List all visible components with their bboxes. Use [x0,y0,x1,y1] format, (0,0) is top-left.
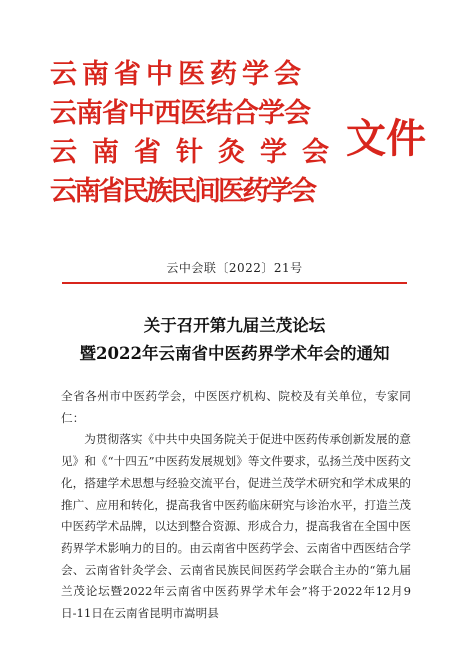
notice-paragraph: 为贯彻落实《中共中央国务院关于促进中医药传承创新发展的意见》和《“十四五”中医药发展规划》等文件要求，弘扬兰茂中医药文化，搭建学术思想与经验交流平台，促进兰茂学术研究和学术成果的推广、应用和转化，提高我省中医药临床研究与诊治水平，打造兰茂中医药学术品牌，以达到整合资源、形成合力，提高我省在全国中医药界学术影响力的目的。由云南省中医药学会、云南省中西医结合学会、云南省针灸学会、云南省民族民间医药学会联合主办的“第九届兰茂论坛暨2022年云南省中医药界学术年会”将于2022年12月9日-11日在云南省昆明市嵩明县 [61,432,411,621]
red-divider-line [62,282,407,284]
letterhead [50,58,440,228]
notice-title-line-2: 暨2022年云南省中医药界学术年会的通知 [79,344,390,363]
document-type-label: 文件 [346,115,426,162]
org-name-tcm-society: 云南省中医药学会 [50,59,306,90]
org-name-ethnic-medicine-society: 云南省民族民间医药学会 [50,176,314,207]
org-name-integrated-medicine-society: 云南省中西医结合学会 [50,98,310,129]
notice-title-line-1: 关于召开第九届兰茂论坛 [143,316,326,335]
notice-body [61,386,411,625]
org-name-acupuncture-society: 云南省针灸学会 [50,137,344,168]
document-number: 云中会联〔2022〕21号 [166,261,303,275]
notice-greeting: 全省各州市中医药学会，中医医疗机构、院校及有关单位，专家同仁： [61,389,411,425]
